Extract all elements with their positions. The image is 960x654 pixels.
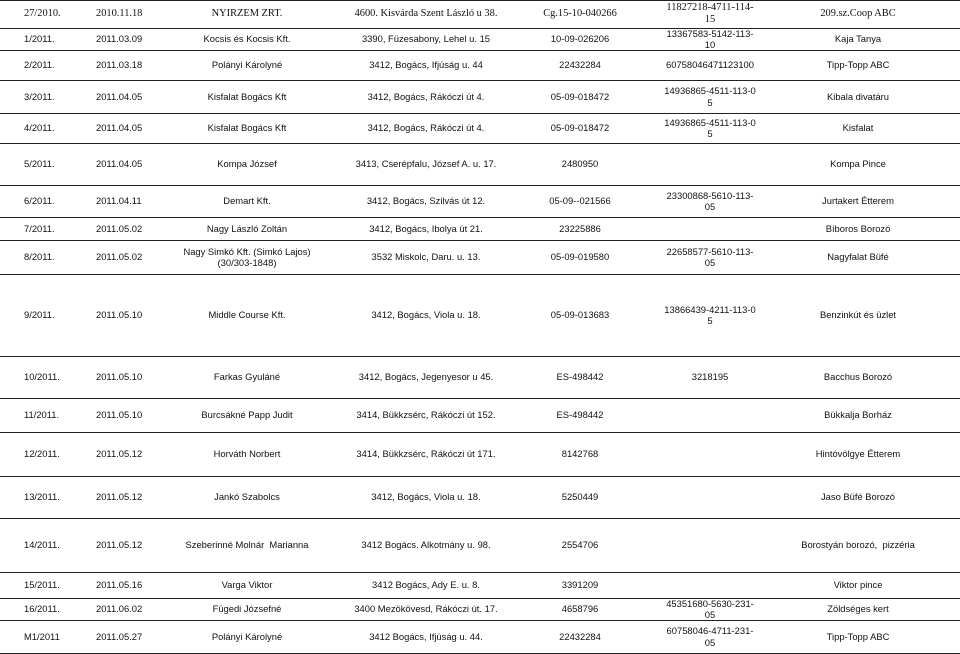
row-name: Polányi Károlyné [211, 59, 283, 71]
row-date: 2011.04.05 [96, 90, 143, 102]
table-row [0, 217, 960, 240]
table-row [0, 143, 960, 185]
table-row [0, 50, 960, 80]
table-row [0, 518, 960, 572]
row-tax-number: 45351680-5630-231-05 [666, 598, 754, 620]
row-date: 2011.03.18 [96, 59, 143, 71]
row-name: Kisfalat Bogács Kft [207, 90, 287, 102]
row-registration: 2480950 [561, 158, 599, 170]
row-name: Varga Viktor [221, 579, 273, 591]
row-number: 6/2011. [24, 195, 55, 207]
row-date: 2011.04.05 [96, 122, 143, 134]
row-number: 12/2011. [24, 448, 60, 460]
row-shop-name: Tipp-Topp ABC [826, 630, 890, 642]
row-date: 2011.06.02 [96, 603, 143, 615]
row-address: 3412, Bogács, Szilvás út 12. [366, 195, 486, 207]
row-shop-name: Zöldséges kert [827, 603, 889, 615]
row-address: 3414, Bükkzsérc, Rákóczi út 152. [356, 409, 496, 421]
row-name: Fügedi Józsefné [212, 603, 282, 615]
row-tax-number: 14936865-4511-113-05 [664, 85, 756, 108]
row-tax-number [664, 143, 756, 185]
row-registration: 22432284 [559, 630, 601, 642]
row-registration: 3391209 [561, 579, 599, 591]
row-address: 3412 Bogács, Ifjúság u. 44. [369, 630, 483, 642]
row-number: 8/2011. [24, 251, 55, 263]
row-number: 3/2011. [24, 90, 55, 102]
table-row [0, 80, 960, 113]
row-registration: Cg.15-10-040266 [543, 7, 617, 19]
row-registration: ES-498442 [556, 409, 604, 421]
table-row [0, 620, 960, 653]
row-date: 2011.04.05 [96, 158, 143, 170]
row-number: 10/2011. [24, 371, 60, 383]
row-address: 4600. Kisvárda Szent László u 38. [354, 7, 498, 19]
row-name: NYIRZEM ZRT. [211, 7, 283, 19]
row-name: Nagy Simkó Kft. (Simkó Lajos) (30/303-1848) [183, 245, 311, 268]
row-registration: 05-09-019580 [550, 251, 610, 263]
row-date: 2011.04.11 [96, 195, 142, 207]
row-registration: 8142768 [561, 448, 599, 460]
row-address: 3412, Bogács, Ifjúság u. 44 [369, 59, 483, 71]
row-shop-name: Bíboros Borozó [825, 222, 891, 234]
table-row [0, 28, 960, 50]
row-date: 2011.05.02 [96, 251, 143, 263]
row-number: 27/2010. [24, 7, 61, 19]
row-address: 3412, Bogács, Jegenyesor u 45. [358, 371, 494, 383]
row-name: Kocsis és Kocsis Kft. [203, 33, 291, 45]
row-tax-number [664, 572, 756, 598]
row-tax-number: 60758046-4711-231-05 [666, 625, 754, 648]
row-date: 2011.05.10 [96, 409, 143, 421]
table-row [0, 398, 960, 432]
row-number: 11/2011. [24, 409, 60, 421]
row-date: 2011.05.12 [96, 539, 143, 551]
row-name: Jankó Szabolcs [214, 491, 280, 503]
row-tax-number: 60758046471123100 [666, 59, 754, 71]
row-number: 14/2011. [24, 539, 60, 551]
row-name: Nagy László Zoltán [206, 222, 288, 234]
row-tax-number: 23300868-5610-113-05 [666, 189, 754, 212]
row-tax-number: 13367583-5142-113-10 [666, 28, 754, 50]
row-shop-name: Viktor pince [833, 579, 883, 591]
row-registration: 05-09--021566 [549, 195, 611, 207]
row-tax-number: 13866439-4211-113-05 [664, 303, 756, 326]
row-address: 3412, Bogács, Rákóczi út 4. [367, 90, 485, 102]
row-address: 3413, Cserépfalu, József A. u. 17. [355, 158, 497, 170]
row-number: 5/2011. [24, 158, 55, 170]
row-address: 3400 Mezökövesd, Rákóczi út. 17. [354, 603, 498, 615]
row-tax-number: 3218195 [691, 371, 729, 383]
row-date: 2010.11.18 [96, 7, 143, 19]
row-name: Demart Kft. [223, 195, 271, 207]
row-date: 2011.05.12 [96, 448, 143, 460]
row-registration: 22432284 [559, 59, 601, 71]
row-address: 3532 Miskolc, Daru. u. 13. [371, 251, 481, 263]
table-row [0, 356, 960, 398]
row-name: Burcsákné Papp Judit [201, 409, 293, 421]
row-number: 13/2011. [24, 491, 60, 503]
row-address: 3412, Bogács, Viola u. 18. [371, 491, 481, 503]
row-address: 3412 Bogács, Ady E. u. 8. [372, 579, 480, 591]
row-registration: 2554706 [561, 539, 599, 551]
row-name: Szeberinné Molnár Marianna [185, 539, 309, 551]
row-number: 4/2011. [24, 122, 55, 134]
row-shop-name: Bükkalja Borház [824, 409, 892, 421]
row-tax-number [664, 398, 756, 432]
row-name: Polányi Károlyné [211, 630, 283, 642]
row-shop-name: Jurtakert Étterem [822, 195, 894, 207]
row-registration: 05-09-013683 [550, 309, 610, 321]
row-tax-number [664, 432, 756, 476]
row-address: 3412, Bogács, Ibolya út 21. [369, 222, 483, 234]
row-tax-number: 11827218-4711-114-15 [666, 1, 754, 25]
row-registration: ES-498442 [556, 371, 604, 383]
row-date: 2011.05.10 [96, 371, 143, 383]
row-date: 2011.05.10 [96, 309, 143, 321]
row-number: 1/2011. [24, 33, 55, 45]
row-shop-name: Nagyfalat Büfé [827, 251, 889, 263]
row-tax-number [664, 476, 756, 518]
table-row [0, 113, 960, 143]
row-address: 3414, Bükkzsérc, Rákóczi út 171. [356, 448, 496, 460]
row-address: 3412 Bogács. Alkotmány u. 98. [361, 539, 491, 551]
row-shop-name: 209.sz.Coop ABC [820, 7, 896, 19]
row-date: 2011.05.02 [96, 222, 143, 234]
row-registration: 10-09-026206 [550, 33, 610, 45]
row-shop-name: Kompa Pince [830, 158, 886, 170]
row-tax-number: 14936865-4511-113-05 [664, 116, 756, 139]
row-name: Farkas Gyuláné [213, 371, 281, 383]
table-row [0, 572, 960, 598]
row-shop-name: Hintóvölgye Étterem [815, 448, 901, 460]
row-shop-name: Tipp-Topp ABC [826, 59, 890, 71]
table-row [0, 185, 960, 217]
row-name: Kisfalat Bogács Kft [207, 122, 287, 134]
row-date: 2011.03.09 [96, 33, 143, 45]
row-number: 15/2011. [24, 579, 60, 591]
table-row [0, 476, 960, 518]
row-date: 2011.05.27 [96, 630, 143, 642]
table-row [0, 0, 960, 28]
row-number: M1/2011 [24, 630, 60, 642]
row-tax-number [664, 518, 756, 572]
row-address: 3390, Füzesabony, Lehel u. 15 [361, 33, 491, 45]
row-shop-name: Jaso Büfé Borozó [820, 491, 895, 503]
row-shop-name: Benzinkút és üzlet [819, 309, 897, 321]
table-row [0, 432, 960, 476]
row-number: 9/2011. [24, 309, 55, 321]
row-registration: 05-09-018472 [550, 90, 610, 102]
row-registration: 4658796 [561, 603, 599, 615]
row-name: Middle Course Kft. [208, 309, 286, 321]
row-number: 2/2011. [24, 59, 55, 71]
row-shop-name: Kibala divatáru [826, 90, 890, 102]
row-registration: 23225886 [559, 222, 601, 234]
row-name: Horváth Norbert [213, 448, 281, 460]
row-shop-name: Kisfalat [842, 122, 874, 134]
row-number: 16/2011. [24, 603, 60, 615]
table-row [0, 240, 960, 274]
row-registration: 5250449 [561, 491, 599, 503]
row-name: Kompa József [217, 158, 277, 170]
row-tax-number [664, 217, 756, 240]
table-row [0, 598, 960, 620]
row-number: 7/2011. [24, 222, 55, 234]
row-shop-name: Kaja Tanya [834, 33, 882, 45]
row-date: 2011.05.12 [96, 491, 143, 503]
row-shop-name: Borostyán borozó, pizzéria [801, 539, 915, 551]
row-tax-number: 22658577-5610-113-05 [666, 245, 754, 268]
row-registration: 05-09-018472 [550, 122, 610, 134]
row-shop-name: Bacchus Borozó [823, 371, 893, 383]
row-date: 2011.05.16 [96, 579, 143, 591]
row-address: 3412, Bogács, Rákóczi út 4. [367, 122, 485, 134]
table-row [0, 274, 960, 356]
row-address: 3412, Bogács, Viola u. 18. [371, 309, 481, 321]
